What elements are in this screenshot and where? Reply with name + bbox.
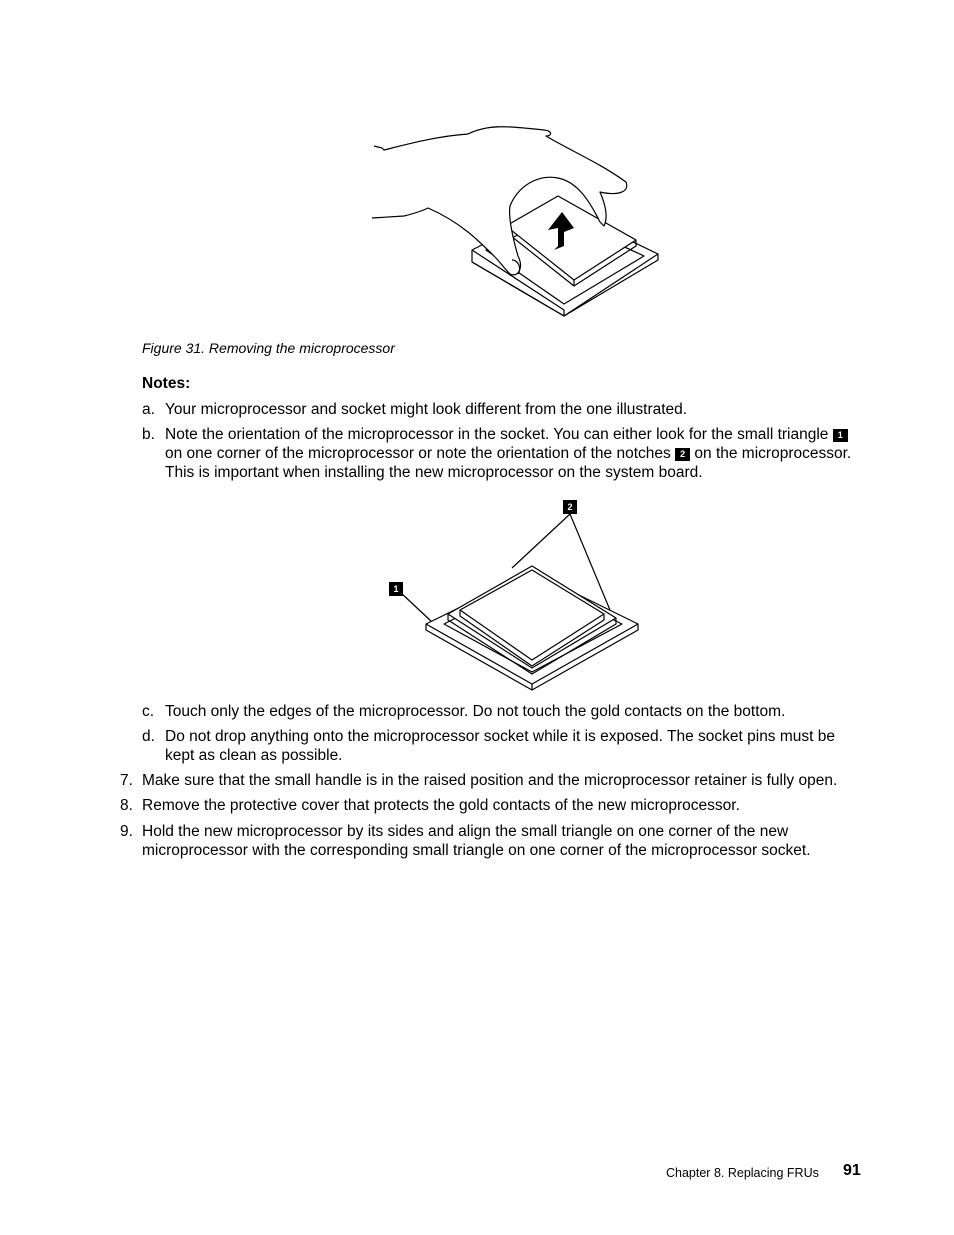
note-b-line2a-text: on one corner of the microprocessor or note the orientation of the notches	[165, 445, 671, 462]
step-9-line2: microprocessor with the corresponding small triangle on one corner of the microprocessor socket.	[142, 842, 811, 859]
note-c-text: Touch only the edges of the microprocessor. Do not touch the gold contacts on the bottom.	[165, 703, 786, 720]
note-b-line3: This is important when installing the new microprocessor on the system board.	[165, 464, 703, 481]
footer-chapter: Chapter 8. Replacing FRUs	[666, 1166, 819, 1180]
step-8-marker: 8.	[120, 797, 133, 814]
callout-2-badge: 2	[675, 448, 690, 461]
note-d-line2: kept as clean as possible.	[165, 747, 343, 764]
note-d-line1: Do not drop anything onto the microprocessor socket while it is exposed. The socket pins must be	[165, 728, 836, 745]
callout-1-badge: 1	[833, 429, 848, 442]
microprocessor-removal-illustration	[368, 122, 660, 318]
figure-callout-1: 1	[389, 582, 403, 596]
note-b-line1-text: Note the orientation of the microprocessor in the socket. You can either look for the small triangle	[165, 426, 829, 443]
notes-heading: Notes:	[142, 375, 191, 392]
note-a-marker: a.	[142, 401, 155, 418]
microprocessor-orientation-illustration	[386, 496, 642, 692]
note-b-line1	[165, 425, 848, 444]
figure-31-caption: Figure 31. Removing the microprocessor	[142, 340, 395, 356]
note-b-line2b-text: on the microprocessor.	[694, 445, 852, 462]
step-9-marker: 9.	[120, 823, 133, 840]
step-9-line1: Hold the new microprocessor by its sides and align the small triangle on one corner of the new	[142, 823, 789, 840]
note-d-marker: d.	[142, 728, 155, 745]
figure-callout-2: 2	[563, 500, 577, 514]
step-7-marker: 7.	[120, 772, 133, 789]
step-7-text: Make sure that the small handle is in the raised position and the microprocessor retainer is fully open.	[142, 772, 838, 789]
note-a-text: Your microprocessor and socket might look different from the one illustrated.	[165, 401, 688, 418]
page-number: 91	[843, 1162, 861, 1179]
step-8-text: Remove the protective cover that protects the gold contacts of the new microprocessor.	[142, 797, 740, 814]
note-b-line2	[165, 444, 851, 463]
note-c-marker: c.	[142, 703, 155, 720]
note-b-marker: b.	[142, 426, 155, 443]
